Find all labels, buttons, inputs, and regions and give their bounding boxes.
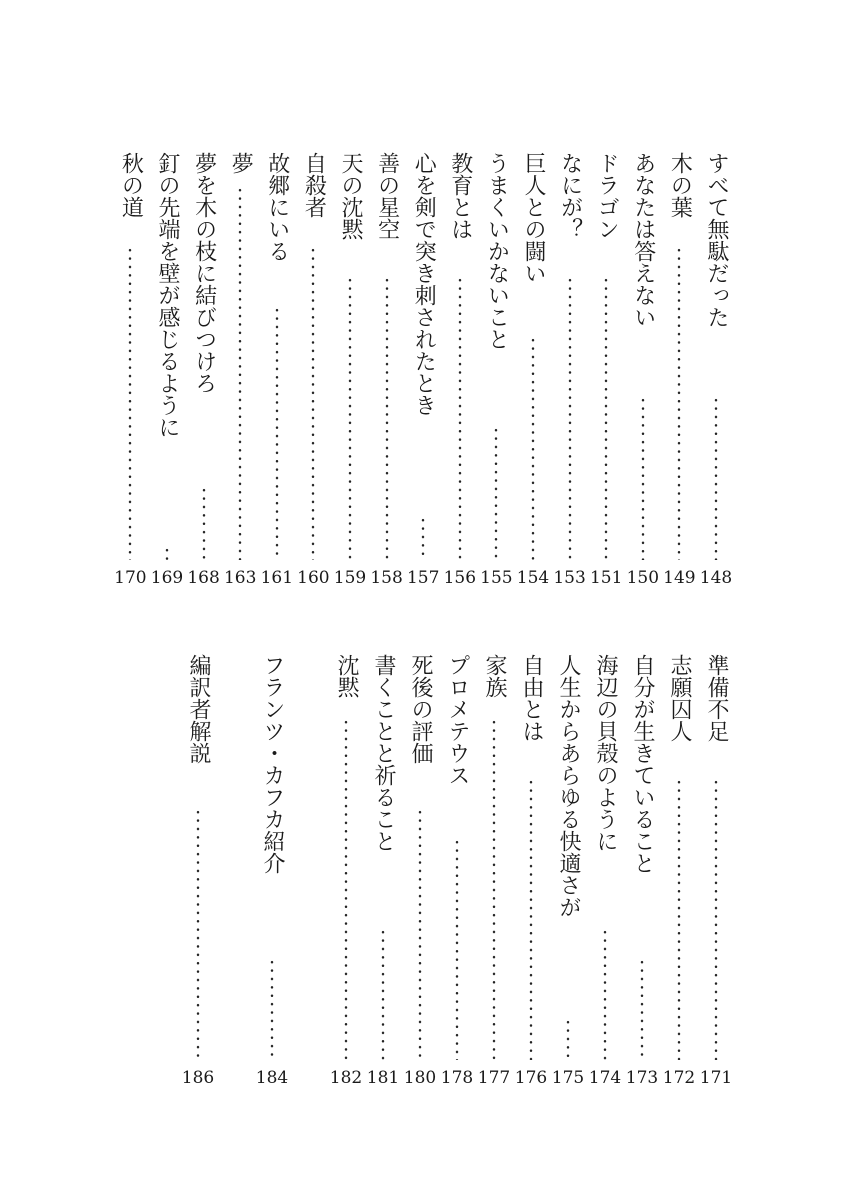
toc-entry <box>368 0 398 1198</box>
toc-entry-title: 心を剣で突き刺されたとき <box>411 152 437 416</box>
dot-leader <box>566 1018 570 1060</box>
toc-page-number: 181 <box>366 1068 400 1088</box>
toc-page-number: 151 <box>589 568 623 588</box>
toc-page-number: 155 <box>480 568 513 588</box>
toc-page-number: 178 <box>440 1068 474 1088</box>
toc-entry-title: 志願囚人 <box>667 654 692 742</box>
toc-entry-title: 自分が生きていること <box>630 654 655 874</box>
dot-leader <box>714 778 718 1060</box>
dot-leader <box>603 928 607 1060</box>
toc-page-number: 182 <box>329 1068 363 1088</box>
toc-entry-title: 書くことと祈ること <box>371 654 396 852</box>
toc-entry-title: すべて無駄だった <box>704 152 729 328</box>
toc-entry <box>479 0 509 1198</box>
toc-entry-title: 巨人との闘い <box>521 152 546 284</box>
toc-entry-title: 家族 <box>482 654 507 698</box>
toc-page-number: 177 <box>477 1068 511 1088</box>
toc-page-number: 150 <box>626 568 660 588</box>
dot-leader <box>196 808 200 1060</box>
toc-entry-title: 秋の道 <box>118 152 144 218</box>
toc-entry <box>516 0 546 1198</box>
toc-entry-title: 自殺者 <box>301 152 327 218</box>
toc-page-number: 172 <box>662 1068 696 1088</box>
dot-leader <box>640 958 644 1060</box>
toc-entry-title: 沈黙 <box>334 654 359 698</box>
toc-entry <box>405 0 435 1198</box>
toc-page-number: 158 <box>370 568 403 588</box>
toc-entry-title: 人生からあらゆる快適さが <box>556 654 581 918</box>
toc-entry-title: うまくいかないこと <box>484 152 510 350</box>
toc-entry <box>183 0 213 1198</box>
toc-entry-title: 善の星空 <box>374 152 400 240</box>
dot-leader <box>418 808 422 1060</box>
dot-leader <box>529 778 533 1060</box>
toc-page-number: 180 <box>403 1068 437 1088</box>
toc-entry-title: なにが？ <box>557 152 583 240</box>
toc-page-number: 176 <box>514 1068 548 1088</box>
toc-entry <box>257 0 287 1198</box>
toc-entry <box>553 0 583 1198</box>
toc-page-number: 149 <box>663 568 696 588</box>
toc-entry-title: フランツ・カフカ紹介 <box>260 654 285 874</box>
toc-entry-title: 天の沈黙 <box>338 152 363 240</box>
toc-page-number: 175 <box>551 1068 585 1088</box>
toc-page-number: 186 <box>181 1068 215 1088</box>
toc-page-number: 148 <box>699 568 733 588</box>
toc-entry-title: 夢 <box>228 152 254 174</box>
dot-leader <box>270 958 274 1060</box>
toc-page-number: 153 <box>553 568 586 588</box>
toc-page-number: 174 <box>588 1068 622 1088</box>
dot-leader <box>492 718 496 1060</box>
toc-entry-title: 海辺の貝殻のように <box>593 654 618 852</box>
toc-entry-title: 教育とは <box>447 152 473 240</box>
toc-page-number: 154 <box>516 568 550 588</box>
toc-entry-title: 死後の評価 <box>408 654 433 764</box>
toc-page-number: 156 <box>443 568 477 588</box>
toc-entry <box>590 0 620 1198</box>
toc-entry-title: あなたは答えない <box>630 152 656 328</box>
toc-page-number: 163 <box>223 568 257 588</box>
toc-page-number: 157 <box>406 568 440 588</box>
dot-leader <box>344 718 348 1060</box>
toc-page-number: 169 <box>150 568 184 588</box>
dot-leader <box>677 778 681 1060</box>
toc-entry <box>331 0 361 1198</box>
toc-page-number: 159 <box>333 568 367 588</box>
toc-entry-title: ドラゴン <box>594 152 620 240</box>
toc-entry <box>701 0 731 1198</box>
dot-leader <box>381 928 385 1060</box>
toc-page-number: 160 <box>297 568 330 588</box>
toc-entry <box>627 0 657 1198</box>
toc-page-number: 170 <box>114 568 147 588</box>
toc-entry-title: 木の葉 <box>667 152 693 218</box>
dot-leader <box>455 838 459 1060</box>
toc-page-number: 161 <box>260 568 294 588</box>
toc-entry <box>664 0 694 1198</box>
toc-entry-title: 編訳者解説 <box>186 654 211 764</box>
toc-entry-title: 釘の先端を壁が感じるように <box>155 152 180 438</box>
toc-page-number: 173 <box>625 1068 659 1088</box>
toc-entry-title: 夢を木の枝に結びつけろ <box>191 152 217 394</box>
toc-entry <box>442 0 472 1198</box>
toc-entry-title: プロメテウス <box>445 654 470 786</box>
toc-page-number: 171 <box>699 1068 733 1088</box>
toc-page-number: 168 <box>187 568 220 588</box>
toc-entry-title: 準備不足 <box>704 654 729 742</box>
toc-entry-title: 故郷にいる <box>264 152 290 262</box>
toc-page-number: 184 <box>255 1068 289 1088</box>
toc-entry-title: 自由とは <box>519 654 544 742</box>
